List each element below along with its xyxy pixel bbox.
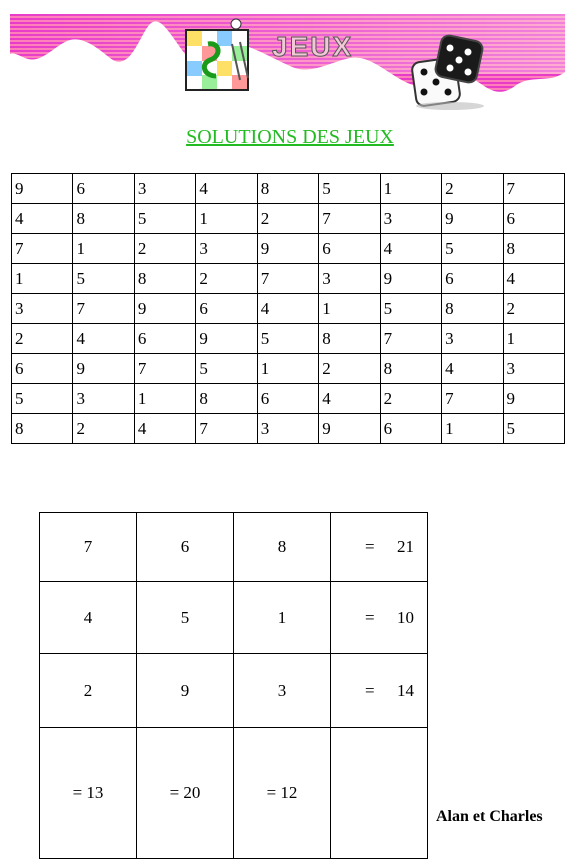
- sudoku-cell: 1: [257, 354, 318, 384]
- equals-sign: =: [365, 680, 375, 700]
- column-totals-row: [40, 728, 428, 859]
- sum-cell: 9: [137, 654, 234, 728]
- page-title: SOLUTIONS DES JEUX: [186, 126, 394, 148]
- sudoku-row: [12, 264, 565, 294]
- sudoku-cell: 1: [134, 384, 195, 414]
- sudoku-cell: 3: [503, 354, 565, 384]
- sudoku-cell: 2: [73, 414, 134, 444]
- sum-puzzle-grid: [39, 512, 428, 859]
- sudoku-cell: 1: [73, 234, 134, 264]
- sudoku-cell: 3: [319, 264, 380, 294]
- sudoku-cell: 9: [73, 354, 134, 384]
- sum-cell: 2: [40, 654, 137, 728]
- sudoku-cell: 5: [380, 294, 441, 324]
- sudoku-cell: 2: [503, 294, 565, 324]
- equals-sign: =: [365, 607, 375, 627]
- sudoku-row: [12, 204, 565, 234]
- sum-row: [40, 654, 428, 728]
- column-total: = 20: [137, 728, 234, 859]
- sudoku-cell: 5: [134, 204, 195, 234]
- sudoku-cell: 8: [319, 324, 380, 354]
- sudoku-row: [12, 414, 565, 444]
- column-total: = 12: [234, 728, 331, 859]
- sudoku-cell: 5: [257, 324, 318, 354]
- sudoku-cell: 9: [134, 294, 195, 324]
- sudoku-cell: 2: [257, 204, 318, 234]
- sudoku-cell: 8: [442, 294, 503, 324]
- sudoku-cell: 7: [73, 294, 134, 324]
- sudoku-cell: 5: [196, 354, 257, 384]
- sudoku-cell: 2: [134, 234, 195, 264]
- sudoku-cell: 2: [12, 324, 73, 354]
- sudoku-cell: 4: [12, 204, 73, 234]
- sudoku-cell: 9: [380, 264, 441, 294]
- jeux-banner: [10, 14, 565, 110]
- authors: Alan et Charles: [436, 808, 543, 825]
- sudoku-cell: 1: [380, 174, 441, 204]
- sudoku-cell: 9: [503, 384, 565, 414]
- sudoku-cell: 6: [73, 174, 134, 204]
- sudoku-cell: 1: [503, 324, 565, 354]
- sudoku-cell: 1: [12, 264, 73, 294]
- sudoku-cell: 3: [73, 384, 134, 414]
- empty-cell: [331, 728, 428, 859]
- sudoku-cell: 3: [380, 204, 441, 234]
- banner-title: JEUX: [272, 31, 354, 62]
- sudoku-row: [12, 354, 565, 384]
- sudoku-cell: 4: [257, 294, 318, 324]
- sudoku-cell: 8: [196, 384, 257, 414]
- sudoku-row: [12, 294, 565, 324]
- sudoku-cell: 1: [196, 204, 257, 234]
- sudoku-cell: 5: [73, 264, 134, 294]
- sudoku-cell: 8: [73, 204, 134, 234]
- sudoku-cell: 1: [442, 414, 503, 444]
- sudoku-cell: 5: [442, 234, 503, 264]
- sudoku-cell: 1: [319, 294, 380, 324]
- sudoku-solution-grid: [11, 173, 565, 444]
- sudoku-cell: 7: [442, 384, 503, 414]
- sum-cell: 5: [137, 582, 234, 654]
- sudoku-cell: 6: [442, 264, 503, 294]
- sudoku-cell: 7: [134, 354, 195, 384]
- sudoku-cell: 2: [319, 354, 380, 384]
- sum-cell: 6: [137, 513, 234, 582]
- sudoku-cell: 2: [380, 384, 441, 414]
- sum-cell: 3: [234, 654, 331, 728]
- sudoku-cell: 7: [12, 234, 73, 264]
- column-total: = 13: [40, 728, 137, 859]
- row-total: [331, 654, 428, 728]
- sum-cell: 7: [40, 513, 137, 582]
- sudoku-cell: 6: [380, 414, 441, 444]
- sudoku-row: [12, 384, 565, 414]
- row-total-value: 10: [397, 607, 414, 627]
- sudoku-cell: 9: [196, 324, 257, 354]
- sudoku-cell: 4: [134, 414, 195, 444]
- sudoku-cell: 7: [503, 174, 565, 204]
- sudoku-cell: 6: [134, 324, 195, 354]
- sudoku-cell: 4: [196, 174, 257, 204]
- sudoku-cell: 7: [319, 204, 380, 234]
- sudoku-cell: 6: [319, 234, 380, 264]
- sudoku-cell: 7: [196, 414, 257, 444]
- sudoku-cell: 2: [196, 264, 257, 294]
- sudoku-row: [12, 324, 565, 354]
- sudoku-cell: 8: [12, 414, 73, 444]
- sum-cell: 4: [40, 582, 137, 654]
- banner-graphic: [10, 14, 565, 110]
- sudoku-cell: 9: [257, 234, 318, 264]
- row-total: [331, 582, 428, 654]
- sudoku-cell: 2: [442, 174, 503, 204]
- sum-cell: 8: [234, 513, 331, 582]
- sudoku-cell: 6: [12, 354, 73, 384]
- sudoku-cell: 5: [503, 414, 565, 444]
- equals-sign: =: [365, 537, 375, 556]
- sudoku-cell: 8: [503, 234, 565, 264]
- sudoku-cell: 4: [319, 384, 380, 414]
- sudoku-cell: 3: [196, 234, 257, 264]
- sudoku-row: [12, 174, 565, 204]
- row-total-value: 14: [397, 680, 414, 700]
- sum-cell: 1: [234, 582, 331, 654]
- sum-row: [40, 582, 428, 654]
- row-total: [331, 513, 428, 582]
- sudoku-cell: 3: [134, 174, 195, 204]
- sudoku-cell: 8: [257, 174, 318, 204]
- row-total-value: 21: [397, 537, 414, 556]
- sudoku-cell: 6: [503, 204, 565, 234]
- sudoku-cell: 4: [380, 234, 441, 264]
- sudoku-cell: 6: [257, 384, 318, 414]
- sum-row: [40, 513, 428, 582]
- sudoku-cell: 7: [257, 264, 318, 294]
- sudoku-cell: 8: [380, 354, 441, 384]
- sudoku-cell: 3: [257, 414, 318, 444]
- sudoku-cell: 4: [503, 264, 565, 294]
- sudoku-cell: 5: [12, 384, 73, 414]
- sudoku-cell: 9: [442, 204, 503, 234]
- sudoku-row: [12, 234, 565, 264]
- sudoku-cell: 4: [73, 324, 134, 354]
- sudoku-cell: 9: [12, 174, 73, 204]
- sudoku-cell: 3: [12, 294, 73, 324]
- sudoku-cell: 4: [442, 354, 503, 384]
- sudoku-cell: 3: [442, 324, 503, 354]
- sudoku-cell: 9: [319, 414, 380, 444]
- sudoku-cell: 7: [380, 324, 441, 354]
- board-game-icon: [186, 19, 248, 90]
- sudoku-cell: 5: [319, 174, 380, 204]
- sudoku-cell: 6: [196, 294, 257, 324]
- sudoku-cell: 8: [134, 264, 195, 294]
